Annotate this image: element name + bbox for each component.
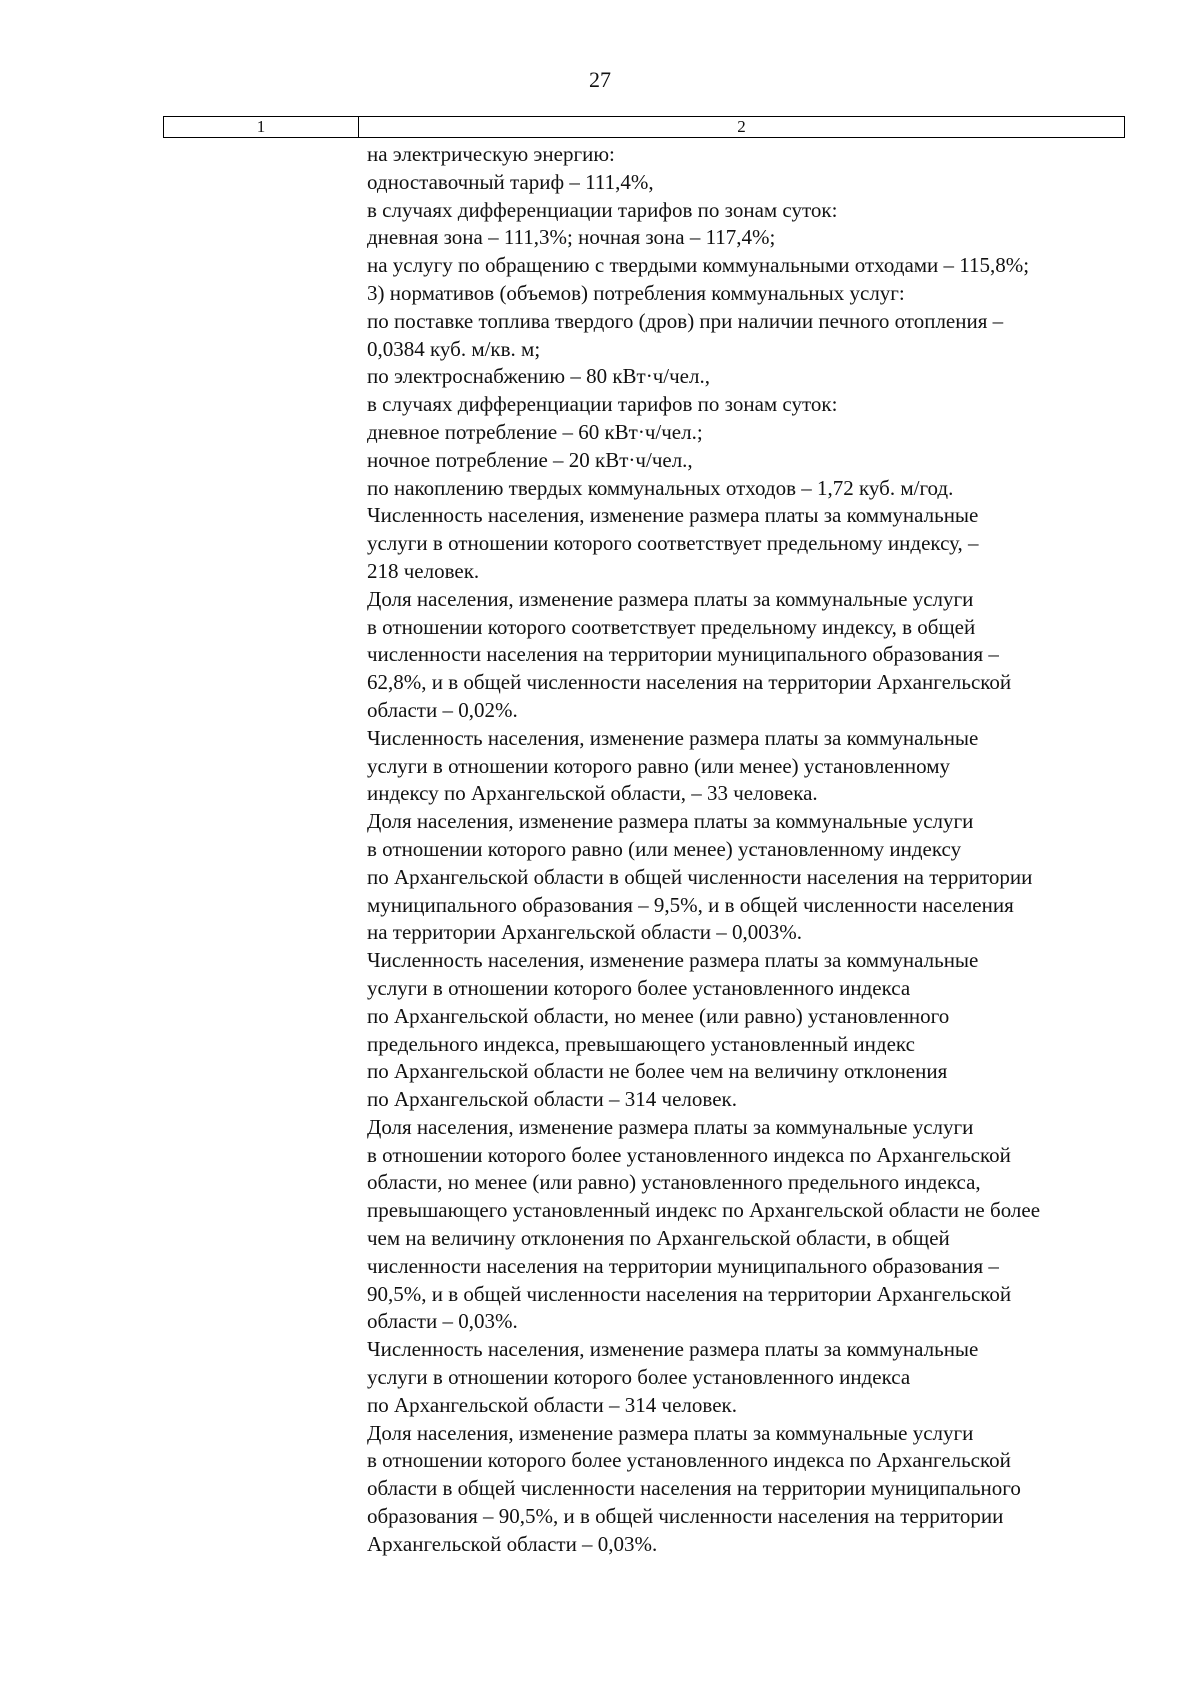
text-line: Доля населения, изменение размера платы за коммунальные услуги: [367, 586, 974, 611]
text-line: в отношении которого равно (или менее) установленному индексу: [367, 836, 962, 861]
text-line: по Архангельской области не более чем на величину отклонения: [367, 1059, 948, 1084]
text-line: на территории Архангельской области – 0,003%.: [367, 920, 802, 945]
text-line: численности населения на территории муниципального образования –: [367, 642, 999, 667]
text-line: по электроснабжению – 80 кВт·ч/чел.,: [367, 364, 710, 389]
text-line: образования – 90,5%, и в общей численности населения на территории: [367, 1504, 1004, 1529]
text-line: услуги в отношении которого соответствует предельному индексу, –: [367, 531, 979, 556]
text-line: на услугу по обращению с твердыми коммунальными отходами – 115,8%;: [367, 253, 1030, 278]
text-line: области – 0,02%.: [367, 697, 518, 722]
document-body-text: [367, 141, 1127, 1559]
text-line: в случаях дифференциации тарифов по зонам суток:: [367, 392, 838, 417]
text-line: 62,8%, и в общей численности населения на территории Архангельской: [367, 670, 1012, 695]
text-line: Численность населения, изменение размера платы за коммунальные: [367, 948, 979, 973]
text-line: по Архангельской области, но менее (или равно) установленного: [367, 1003, 950, 1028]
table-header-row: [164, 117, 1125, 138]
text-line: дневное потребление – 60 кВт·ч/чел.;: [367, 419, 703, 444]
text-line: ночное потребление – 20 кВт·ч/чел.,: [367, 447, 693, 472]
text-line: чем на величину отклонения по Архангельской области, в общей: [367, 1226, 950, 1251]
text-line: 218 человек.: [367, 558, 480, 583]
column-number-2: 2: [359, 117, 1125, 138]
column-number-1: 1: [164, 117, 359, 138]
text-line: по поставке топлива твердого (дров) при наличии печного отопления –: [367, 308, 1004, 333]
text-line: области в общей численности населения на территории муниципального: [367, 1476, 1021, 1501]
text-line: Доля населения, изменение размера платы за коммунальные услуги: [367, 1420, 974, 1445]
text-line: муниципального образования – 9,5%, и в общей численности населения: [367, 892, 1014, 917]
text-line: 3) нормативов (объемов) потребления коммунальных услуг:: [367, 280, 905, 305]
text-line: численности населения на территории муниципального образования –: [367, 1253, 999, 1278]
text-line: Архангельской области – 0,03%.: [367, 1531, 658, 1556]
text-line: услуги в отношении которого более установленного индекса: [367, 1365, 911, 1390]
text-line: Численность населения, изменение размера платы за коммунальные: [367, 503, 979, 528]
text-line: дневная зона – 111,3%; ночная зона – 117,4%;: [367, 225, 776, 250]
text-line: услуги в отношении которого более установленного индекса: [367, 975, 911, 1000]
text-line: индексу по Архангельской области, – 33 человека.: [367, 781, 818, 806]
text-line: области – 0,03%.: [367, 1309, 518, 1334]
text-line: по Архангельской области – 314 человек.: [367, 1392, 737, 1417]
text-line: одноставочный тариф – 111,4%,: [367, 169, 654, 194]
text-line: 90,5%, и в общей численности населения на территории Архангельской: [367, 1281, 1012, 1306]
text-line: в случаях дифференциации тарифов по зонам суток:: [367, 197, 838, 222]
text-line: в отношении которого более установленного индекса по Архангельской: [367, 1142, 1011, 1167]
text-line: превышающего установленный индекс по Архангельской области не более: [367, 1198, 1041, 1223]
text-line: Численность населения, изменение размера платы за коммунальные: [367, 1337, 979, 1362]
text-line: на электрическую энергию:: [367, 142, 615, 166]
text-line: в отношении которого более установленного индекса по Архангельской: [367, 1448, 1011, 1473]
text-line: в отношении которого соответствует предельному индексу, в общей: [367, 614, 976, 639]
text-line: по накоплению твердых коммунальных отходов – 1,72 куб. м/год.: [367, 475, 954, 500]
text-line: предельного индекса, превышающего установленный индекс: [367, 1031, 915, 1056]
text-line: Доля населения, изменение размера платы за коммунальные услуги: [367, 809, 974, 834]
text-line: по Архангельской области – 314 человек.: [367, 1087, 737, 1112]
text-line: услуги в отношении которого равно (или менее) установленному: [367, 753, 951, 778]
text-line: Численность населения, изменение размера платы за коммунальные: [367, 725, 979, 750]
text-line: Доля населения, изменение размера платы за коммунальные услуги: [367, 1114, 974, 1139]
table-header: [163, 116, 1125, 138]
text-line: 0,0384 куб. м/кв. м;: [367, 336, 541, 361]
text-line: по Архангельской области в общей численности населения на территории: [367, 864, 1033, 889]
text-line: области, но менее (или равно) установленного предельного индекса,: [367, 1170, 981, 1195]
page-number: 27: [589, 67, 611, 92]
